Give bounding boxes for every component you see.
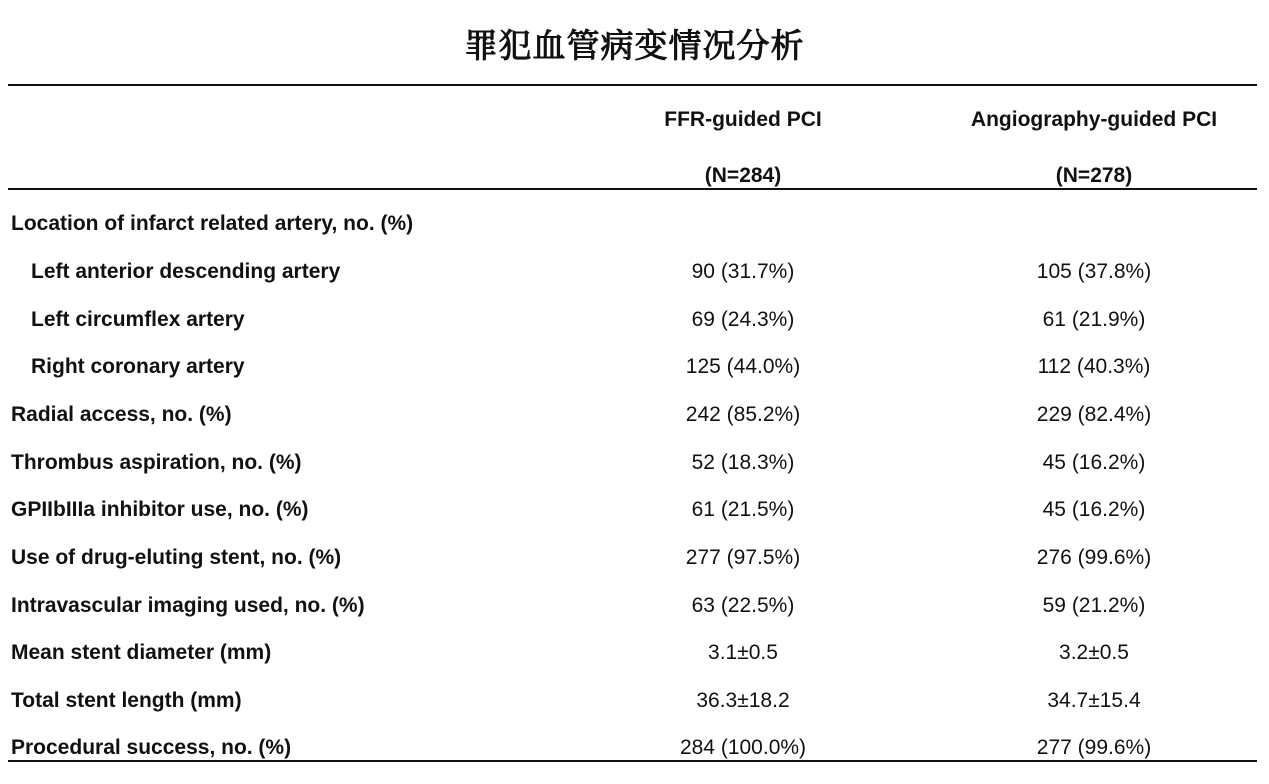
- ffr-value: 3.1±0.5: [708, 641, 778, 664]
- table-row: [0, 260, 1269, 308]
- row-label: Mean stent diameter (mm): [11, 641, 272, 664]
- row-label: Left circumflex artery: [31, 308, 245, 331]
- row-label: GPIIbIIIa inhibitor use, no. (%): [11, 498, 309, 521]
- angio-value: 61 (21.9%): [1042, 308, 1146, 331]
- ffr-value: 52 (18.3%): [691, 451, 795, 474]
- ffr-value: 61 (21.5%): [691, 498, 795, 521]
- ffr-value: 63 (22.5%): [691, 594, 795, 617]
- table-row: [0, 498, 1269, 546]
- ffr-value: 69 (24.3%): [691, 308, 795, 331]
- angio-value: 105 (37.8%): [1036, 260, 1152, 283]
- angio-value: 277 (99.6%): [1036, 736, 1152, 759]
- angio-value: 112 (40.3%): [1037, 355, 1151, 378]
- angio-value: 34.7±15.4: [1047, 689, 1141, 712]
- row-label: Total stent length (mm): [11, 689, 242, 712]
- row-label: Procedural success, no. (%): [11, 736, 292, 759]
- table-row: [0, 689, 1269, 737]
- header-ffr-n: (N=284): [704, 164, 782, 187]
- header-angio-name: Angiography-guided PCI: [970, 108, 1218, 131]
- ffr-value: 242 (85.2%): [685, 403, 801, 426]
- row-label: Left anterior descending artery: [31, 260, 341, 283]
- table-row: [0, 403, 1269, 451]
- row-label: Use of drug-eluting stent, no. (%): [11, 546, 342, 569]
- header-angio-n: (N=278): [1055, 164, 1133, 187]
- table-row: [0, 212, 1269, 260]
- row-label: Thrombus aspiration, no. (%): [11, 451, 302, 474]
- angio-value: 3.2±0.5: [1059, 641, 1129, 664]
- ffr-value: 125 (44.0%): [685, 355, 801, 378]
- table-row: [0, 546, 1269, 594]
- angio-value: 276 (99.6%): [1036, 546, 1152, 569]
- ffr-value: 284 (100.0%): [679, 736, 807, 759]
- table-row: [0, 308, 1269, 356]
- table-header-rule: [8, 188, 1257, 190]
- row-label: Right coronary artery: [31, 355, 245, 378]
- table-row: [0, 355, 1269, 403]
- table-row: [0, 594, 1269, 642]
- page-title: 罪犯血管病变情况分析: [464, 26, 805, 65]
- table-row: [0, 641, 1269, 689]
- angio-value: 229 (82.4%): [1036, 403, 1152, 426]
- ffr-value: 90 (31.7%): [691, 260, 795, 283]
- angio-value: 59 (21.2%): [1042, 594, 1146, 617]
- table-top-rule: [8, 84, 1257, 86]
- table-row: [0, 451, 1269, 499]
- ffr-value: 36.3±18.2: [696, 689, 790, 712]
- table-bottom-rule: [8, 760, 1257, 762]
- row-label: Location of infarct related artery, no. (%): [11, 212, 414, 235]
- ffr-value: 277 (97.5%): [685, 546, 801, 569]
- row-label: Radial access, no. (%): [11, 403, 232, 426]
- angio-value: 45 (16.2%): [1042, 451, 1146, 474]
- angio-value: 45 (16.2%): [1042, 498, 1146, 521]
- header-ffr-name: FFR-guided PCI: [664, 108, 822, 131]
- row-label: Intravascular imaging used, no. (%): [11, 594, 365, 617]
